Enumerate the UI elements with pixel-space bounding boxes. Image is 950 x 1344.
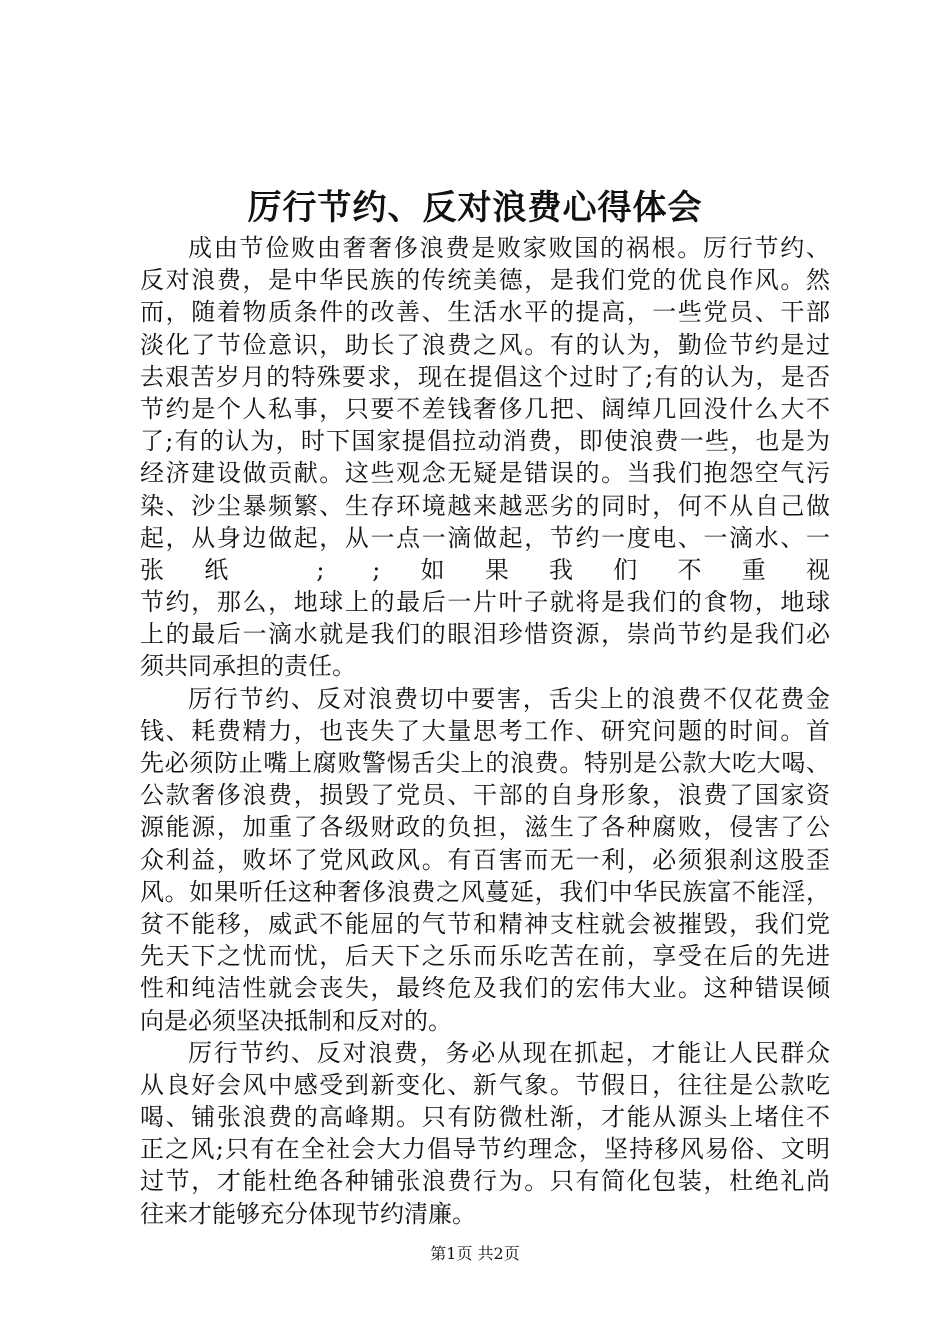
paragraph-line: 厉行节约、反对浪费切中要害，舌尖上的浪费不仅花费金 [188,684,830,713]
paragraph-line: 须共同承担的责任。 [140,652,356,681]
paragraph-line: 向是必须坚决抵制和反对的。 [140,1006,452,1035]
paragraph-line: 去艰苦岁月的特殊要求，现在提倡这个过时了;有的认为，是否 [140,362,830,391]
paragraph [140,683,830,1037]
paragraph-line: 源能源，加重了各级财政的负担，滋生了各种腐败，侵害了公 [140,813,830,842]
paragraph-line: 张纸 ; ;如果我们不重视 [140,555,830,584]
paragraph-line: 先天下之忧而忧，后天下之乐而乐吃苦在前，享受在后的先进 [140,942,830,971]
paragraph-line: 了;有的认为，时下国家提倡拉动消费，即使浪费一些，也是为 [140,427,830,456]
paragraph-line: 厉行节约、反对浪费，务必从现在抓起，才能让人民群众 [188,1038,830,1067]
paragraph-line: 风。如果听任这种奢侈浪费之风蔓延，我们中华民族富不能淫， [140,877,830,906]
paragraph-line: 起，从身边做起，从一点一滴做起，节约一度电、一滴水、一 [140,523,830,552]
paragraph-line: 淡化了节俭意识，助长了浪费之风。有的认为，勤俭节约是过 [140,330,830,359]
paragraph-line: 经济建设做贡献。这些观念无疑是错误的。当我们抱怨空气污 [140,459,830,488]
paragraph-line: 众利益，败坏了党风政风。有百害而无一利，必须狠刹这股歪 [140,845,830,874]
page-title: 厉行节约、反对浪费心得体会 [247,188,703,228]
paragraph-line: 成由节俭败由奢奢侈浪费是败家败国的祸根。厉行节约、 [188,234,830,262]
paragraph-line: 反对浪费，是中华民族的传统美德，是我们党的优良作风。然 [140,266,830,295]
paragraph-line: 过节，才能杜绝各种铺张浪费行为。只有简化包装，杜绝礼尚 [140,1167,830,1196]
paragraph-line: 而，随着物质条件的改善、生活水平的提高，一些党员、干部 [140,298,830,327]
paragraph-line: 贫不能移，威武不能屈的气节和精神支柱就会被摧毁，我们党 [140,909,830,938]
paragraph-line: 往来才能够充分体现节约清廉。 [140,1199,476,1228]
page-number: 第1页 共2页 [430,1244,520,1263]
paragraph-line: 上的最后一滴水就是我们的眼泪珍惜资源，崇尚节约是我们必 [140,620,830,649]
paragraph-line: 先必须防止嘴上腐败警惕舌尖上的浪费。特别是公款大吃大喝、 [140,749,830,777]
document-body [140,232,830,1230]
paragraph-line: 正之风;只有在全社会大力倡导节约理念，坚持移风易俗、文明 [140,1135,830,1164]
paragraph-line: 从良好会风中感受到新变化、新气象。节假日，往往是公款吃 [140,1070,830,1099]
paragraph-line: 节约，那么，地球上的最后一片叶子就将是我们的食物，地球 [140,588,830,617]
paragraph-line: 公款奢侈浪费，损毁了党员、干部的自身形象，浪费了国家资 [140,781,830,810]
paragraph-line: 染、沙尘暴频繁、生存环境越来越恶劣的同时，何不从自己做 [140,491,830,520]
paragraph [140,1037,830,1230]
paragraph-line: 节约是个人私事，只要不差钱奢侈几把、阔绰几回没什么大不 [140,394,830,423]
paragraph-line: 钱、耗费精力，也丧失了大量思考工作、研究问题的时间。首 [140,716,830,745]
paragraph [140,232,830,683]
paragraph-line: 性和纯洁性就会丧失，最终危及我们的宏伟大业。这种错误倾 [140,974,830,1003]
paragraph-line: 喝、铺张浪费的高峰期。只有防微杜渐，才能从源头上堵住不 [140,1103,830,1132]
